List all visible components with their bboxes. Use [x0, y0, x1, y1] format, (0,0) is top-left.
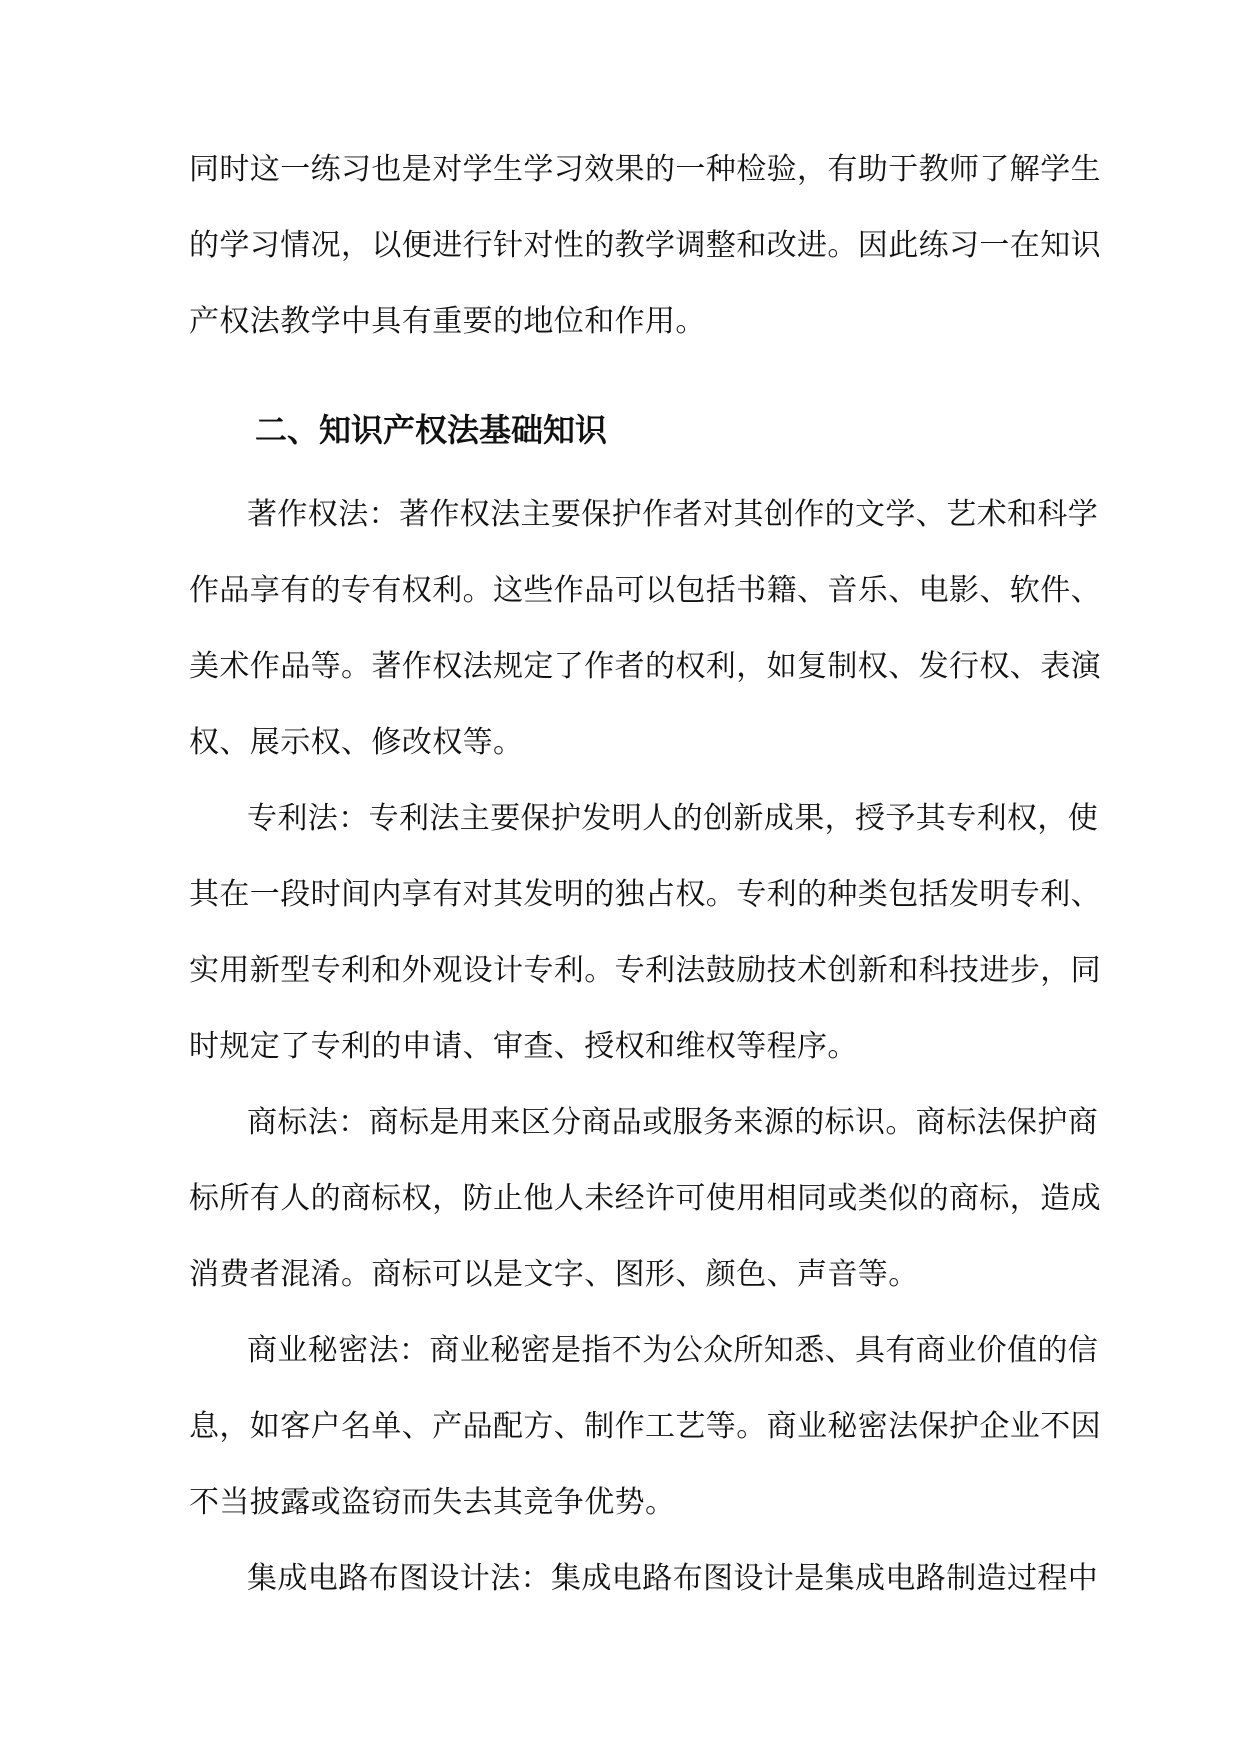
paragraph-line: 商业秘密法：商业秘密是指不为公众所知悉、具有商业价值的信 — [247, 1333, 1099, 1368]
paragraph-line: 息，如客户名单、产品配方、制作工艺等。商业秘密法保护企业不因 — [189, 1409, 1101, 1444]
paragraph-line: 同时这一练习也是对学生学习效果的一种检验，有助于教师了解学生 — [189, 152, 1101, 187]
paragraph-line: 标所有人的商标权，防止他人未经许可使用相同或类似的商标，造成 — [189, 1181, 1101, 1216]
paragraph-line: 商标法：商标是用来区分商品或服务来源的标识。商标法保护商 — [247, 1105, 1099, 1140]
paragraph-line: 权、展示权、修改权等。 — [189, 725, 524, 760]
paragraph-line: 专利法：专利法主要保护发明人的创新成果，授予其专利权，使 — [247, 801, 1099, 836]
section-heading: 二、知识产权法基础知识 — [255, 411, 608, 449]
paragraph-line: 的学习情况，以便进行针对性的教学调整和改进。因此练习一在知识 — [189, 228, 1101, 263]
paragraph-line: 其在一段时间内享有对其发明的独占权。专利的种类包括发明专利、 — [189, 877, 1101, 912]
paragraph-line: 作品享有的专有权利。这些作品可以包括书籍、音乐、电影、软件、 — [189, 573, 1101, 608]
paragraph-line: 时规定了专利的申请、审查、授权和维权等程序。 — [189, 1029, 858, 1064]
paragraph-line: 美术作品等。著作权法规定了作者的权利，如复制权、发行权、表演 — [189, 649, 1101, 684]
paragraph-line: 集成电路布图设计法：集成电路布图设计是集成电路制造过程中 — [247, 1561, 1099, 1596]
paragraph-line: 不当披露或盗窃而失去其竞争优势。 — [189, 1485, 676, 1520]
paragraph-line: 著作权法：著作权法主要保护作者对其创作的文学、艺术和科学 — [247, 497, 1099, 532]
paragraph-line: 实用新型专利和外观设计专利。专利法鼓励技术创新和科技进步，同 — [189, 953, 1101, 988]
paragraph-line: 产权法教学中具有重要的地位和作用。 — [189, 304, 706, 339]
paragraph-line: 消费者混淆。商标可以是文字、图形、颜色、声音等。 — [189, 1257, 919, 1292]
